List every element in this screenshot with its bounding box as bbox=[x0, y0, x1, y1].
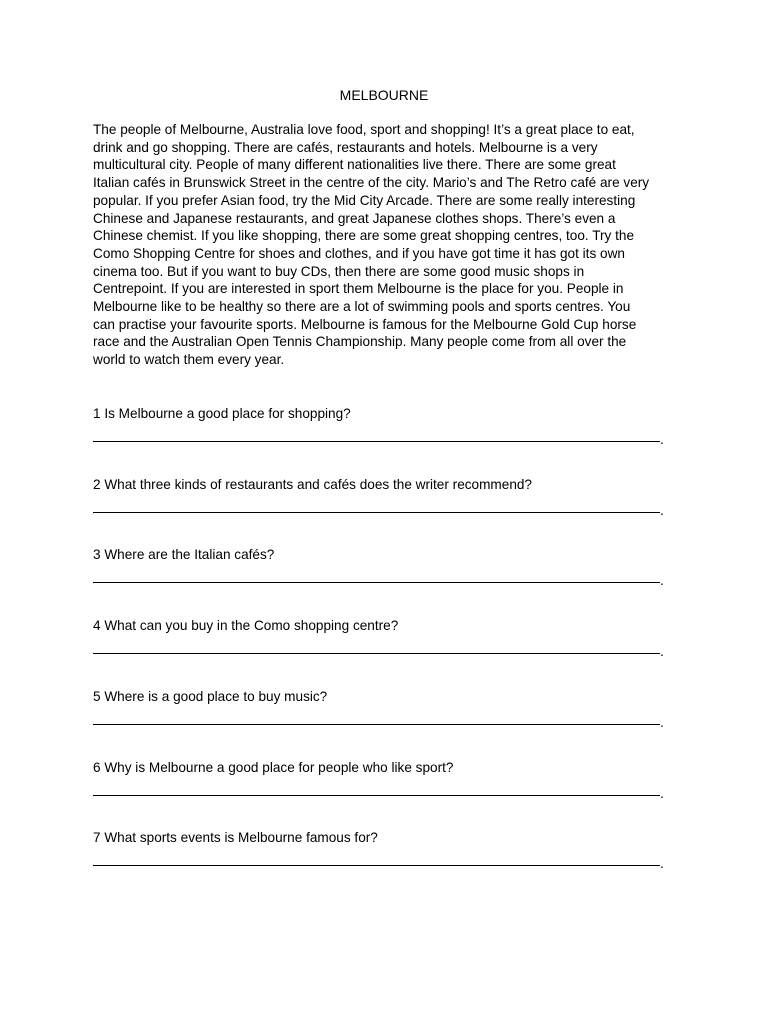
answer-line-end: . bbox=[660, 644, 664, 659]
question-1 bbox=[93, 405, 678, 447]
document-title: MELBOURNE bbox=[339, 87, 429, 103]
passage-line: Como Shopping Centre for shoes and clothes, and if you have got time it has got its own bbox=[93, 245, 625, 261]
question-6 bbox=[93, 759, 678, 801]
question-text: 7 What sports events is Melbourne famous for? bbox=[93, 830, 378, 845]
passage-line: Melbourne like to be healthy so there are a lot of swimming pools and sports centres. You bbox=[93, 299, 631, 315]
question-text: 5 Where is a good place to buy music? bbox=[93, 689, 328, 704]
question-3 bbox=[93, 546, 678, 588]
answer-line-end: . bbox=[660, 432, 664, 447]
question-text: 2 What three kinds of restaurants and cafés does the writer recommend? bbox=[93, 477, 532, 492]
question-7 bbox=[93, 829, 678, 871]
question-2 bbox=[93, 476, 678, 518]
answer-line[interactable] bbox=[93, 794, 660, 796]
answer-line-end: . bbox=[660, 715, 664, 730]
question-4 bbox=[93, 617, 678, 659]
answer-line-end: . bbox=[660, 786, 664, 801]
question-text: 6 Why is Melbourne a good place for people who like sport? bbox=[93, 760, 454, 775]
passage-line: popular. If you prefer Asian food, try the Mid City Arcade. There are some really interesting bbox=[93, 192, 636, 208]
passage-line: multicultural city. People of many different nationalities live there. There are some great bbox=[93, 157, 616, 173]
passage-line: Chinese and Japanese restaurants, and great Japanese clothes shops. There’s even a bbox=[93, 210, 616, 226]
answer-line[interactable] bbox=[93, 581, 660, 583]
question-5 bbox=[93, 688, 678, 730]
passage-line: drink and go shopping. There are cafés, restaurants and hotels. Melbourne is a very bbox=[93, 139, 598, 155]
passage-line: Italian cafés in Brunswick Street in the centre of the city. Mario’s and The Retro café are very bbox=[93, 175, 650, 191]
passage-line: can practise your favourite sports. Melbourne is famous for the Melbourne Gold Cup horse bbox=[93, 316, 637, 332]
passage-line: world to watch them every year. bbox=[93, 352, 285, 368]
reading-passage bbox=[93, 121, 678, 369]
passage-line: The people of Melbourne, Australia love food, sport and shopping! It’s a great place to eat, bbox=[93, 122, 635, 137]
passage-line: cinema too. But if you want to buy CDs, then there are some good music shops in bbox=[93, 263, 585, 279]
question-text: 1 Is Melbourne a good place for shopping? bbox=[93, 406, 351, 421]
answer-line[interactable] bbox=[93, 652, 660, 654]
question-text: 3 Where are the Italian cafés? bbox=[93, 547, 275, 562]
passage-line: race and the Australian Open Tennis Championship. Many people come from all over the bbox=[93, 334, 627, 350]
answer-line-end: . bbox=[660, 856, 664, 871]
answer-line-end: . bbox=[660, 573, 664, 588]
answer-line[interactable] bbox=[93, 511, 660, 513]
answer-line[interactable] bbox=[93, 723, 660, 725]
answer-line[interactable] bbox=[93, 864, 660, 866]
answer-line-end: . bbox=[660, 503, 664, 518]
question-text: 4 What can you buy in the Como shopping centre? bbox=[93, 618, 399, 633]
passage-line: Chinese chemist. If you like shopping, there are some great shopping centres, too. Try the bbox=[93, 228, 635, 244]
answer-line[interactable] bbox=[93, 440, 660, 442]
passage-line: Centrepoint. If you are interested in sport them Melbourne is the place for you. People in bbox=[93, 281, 624, 297]
